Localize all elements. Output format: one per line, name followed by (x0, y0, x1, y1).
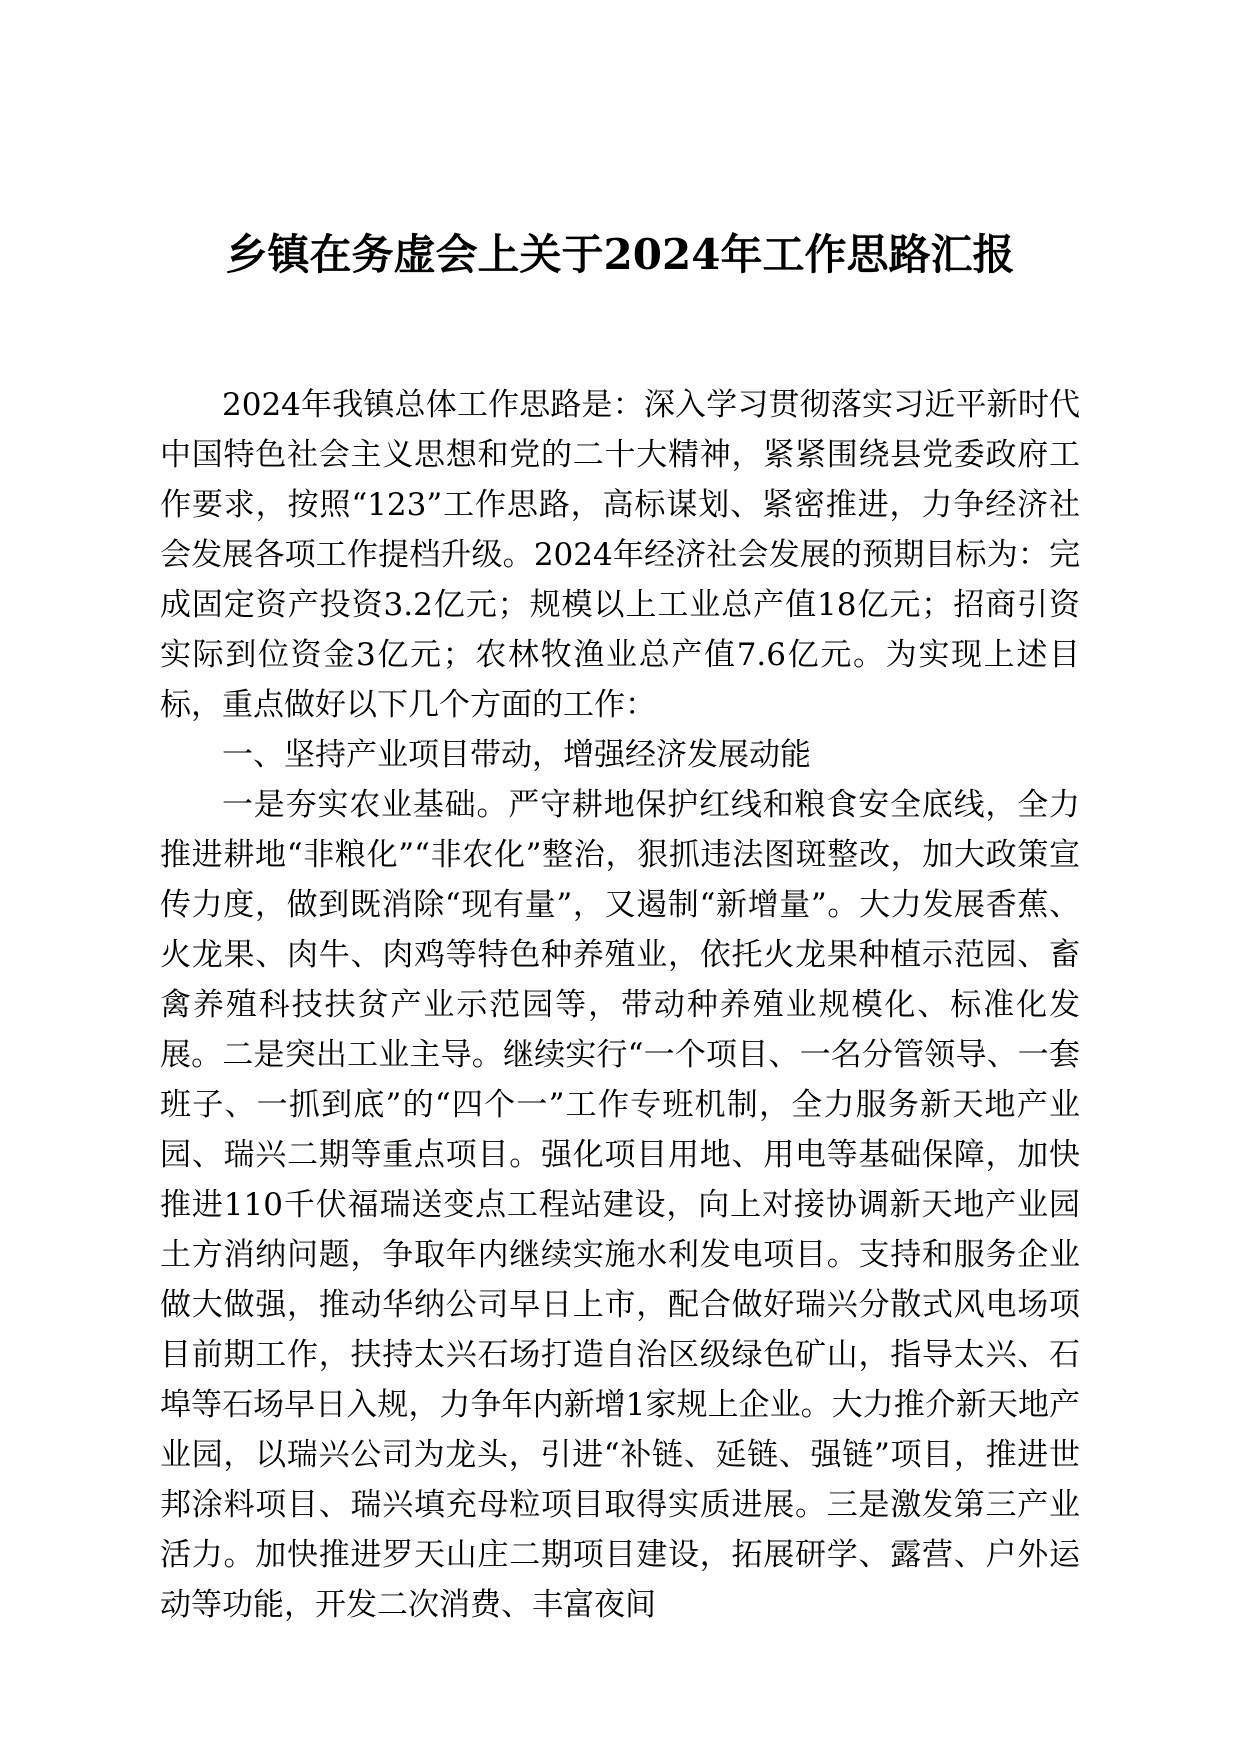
section-heading: 一、坚持产业项目带动，增强经济发展动能 (222, 737, 811, 773)
intro-paragraph: 2024年我镇总体工作思路是：深入学习贯彻落实习近平新时代中国特色社会主义思想和党的二十大精神，紧紧围绕县党委政府工作要求，按照“123”工作思路，高标谋划、紧密推进，力争经济社会发展各项工作提档升级。2024年经济社会发展的预期目标为：完成固定资产投资3.2亿元；规模以上工业总产值18亿元；招商引资实际到位资金3亿元；农林牧渔业总产值7.6亿元。为实现上述目标，重点做好以下几个方面的工作： (160, 387, 1080, 723)
section-paragraph: 一是夯实农业基础。严守耕地保护红线和粮食安全底线，全力推进耕地“非粮化”“非农化”整治，狠抓违法图斑整改，加大政策宣传力度，做到既消除“现有量”，又遏制“新增量”。大力发展香蕉、火龙果、肉牛、肉鸡等特色种养殖业，依托火龙果种植示范园、畜禽养殖科技扶贫产业示范园等，带动种养殖业规模化、标准化发展。二是突出工业主导。继续实行“一个项目、一名分管领导、一套班子、一抓到底”的“四个一”工作专班机制，全力服务新天地产业园、瑞兴二期等重点项目。强化项目用地、用电等基础保障，加快推进110千伏福瑞送变点工程站建设，向上对接协调新天地产业园土方消纳问题，争取年内继续实施水利发电项目。支持和服务企业做大做强，推动华纳公司早日上市，配合做好瑞兴分散式风电场项目前期工作，扶持太兴石场打造自治区级绿色矿山，指导太兴、石埠等石场早日入规，力争年内新增1家规上企业。大力推介新天地产业园，以瑞兴公司为龙头，引进“补链、延链、强链”项目，推进世邦涂料项目、瑞兴填充母粒项目取得实质进展。三是激发第三产业活力。加快推进罗天山庄二期项目建设，拓展研学、露营、户外运动等功能，开发二次消费、丰富夜间 (160, 787, 1080, 1623)
document-title: 乡镇在务虚会上关于2024年工作思路汇报 (225, 230, 1015, 279)
document-body (160, 380, 1080, 1630)
